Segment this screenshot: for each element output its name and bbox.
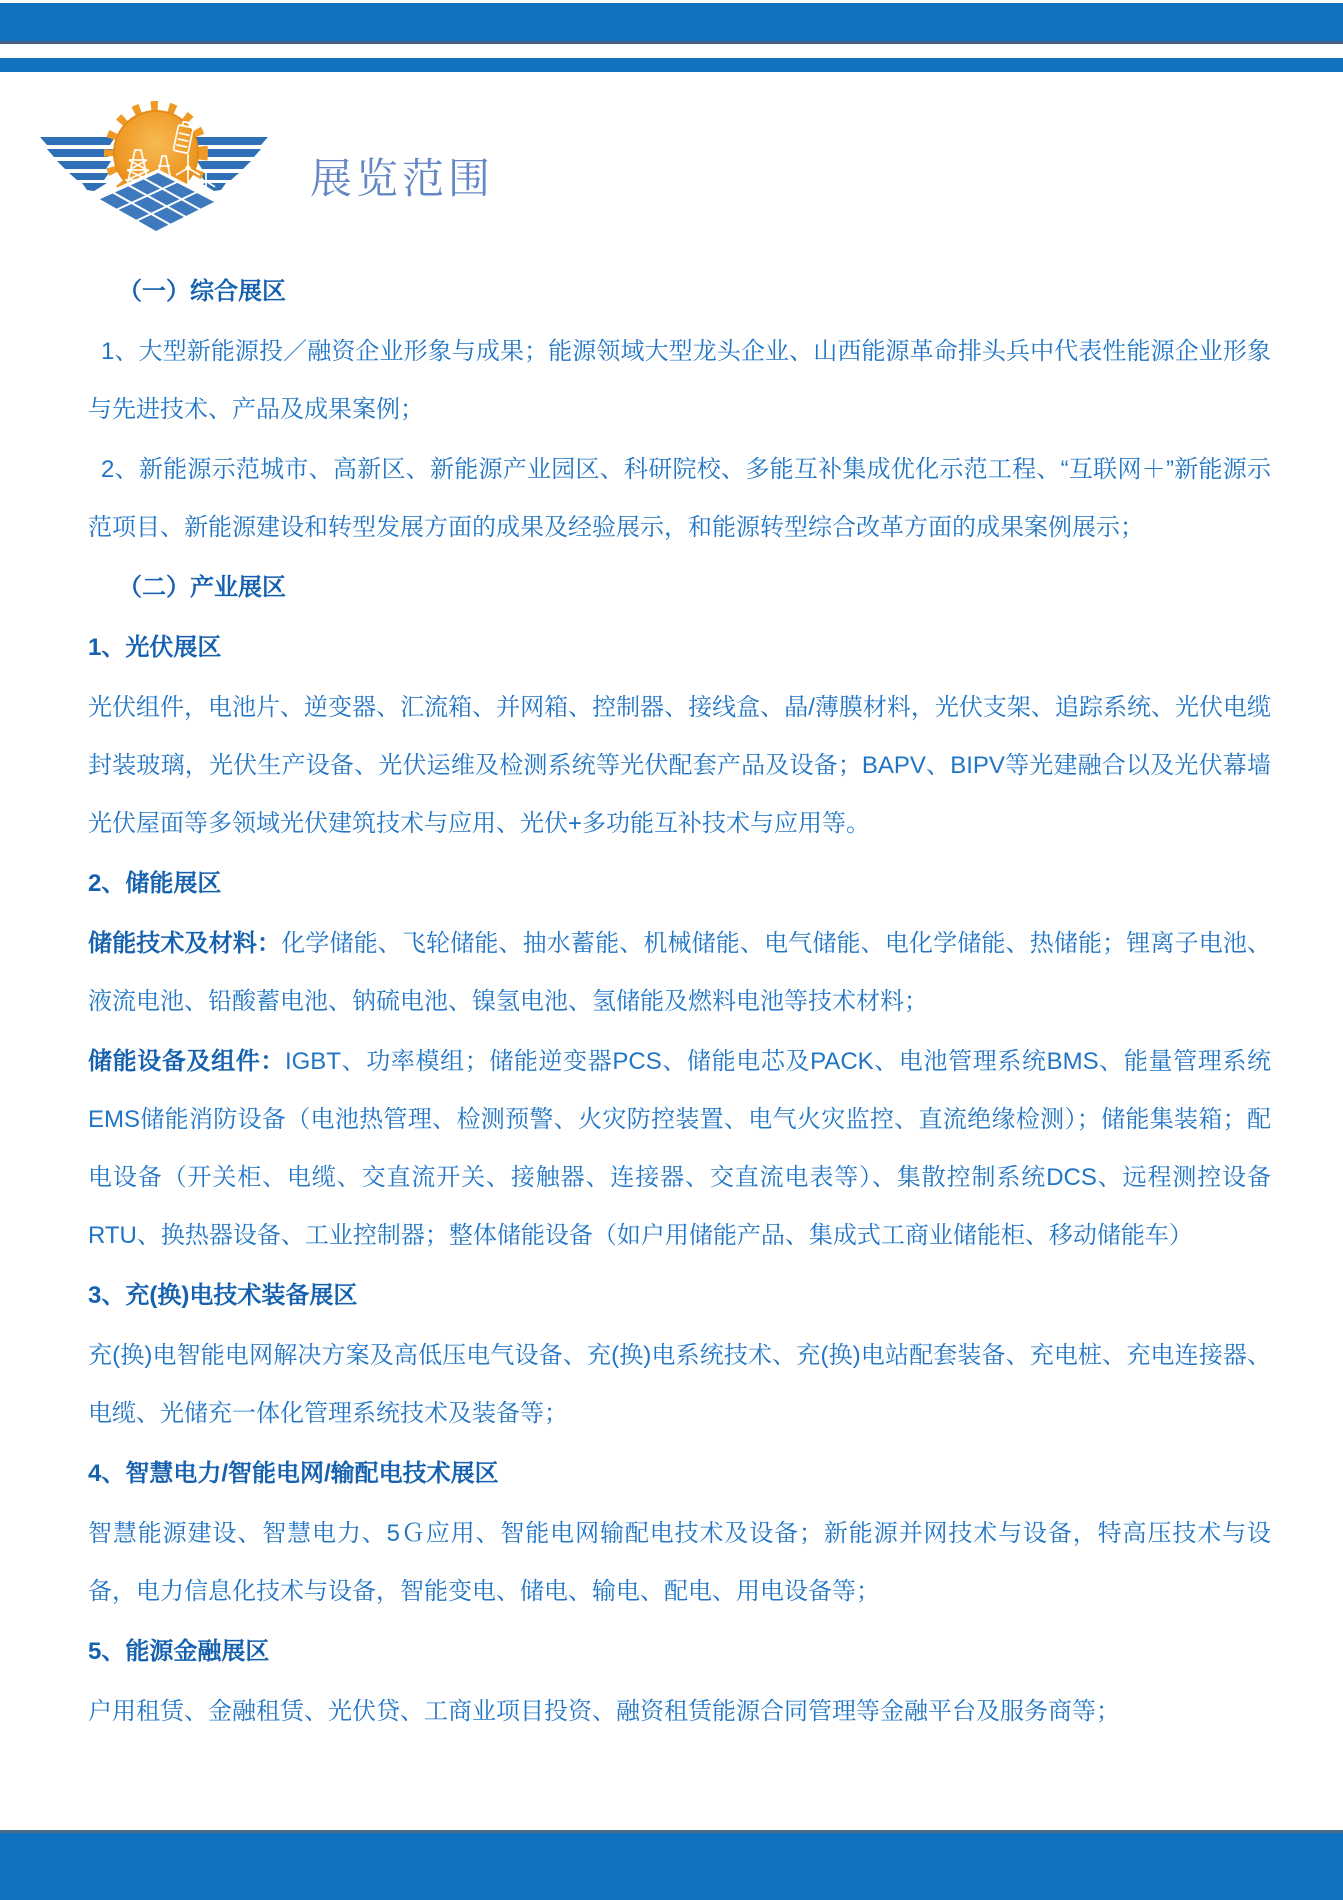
subsection-heading-finance: 5、能源金融展区 (88, 1638, 270, 1665)
expo-logo-graphic (38, 98, 270, 246)
solar-panel-icon (96, 171, 218, 233)
subsection-heading-charging: 3、充(换)电技术装备展区 (88, 1282, 358, 1309)
expo-logo (38, 98, 270, 246)
paragraph-storage-equipment-label: 储能设备及组件： (88, 1048, 285, 1075)
page-title: 展览范围 (310, 155, 495, 202)
section-heading-comprehensive: （一）综合展区 (118, 278, 286, 305)
wing-left-icon (40, 137, 115, 191)
paragraph-storage-materials: 储能技术及材料：化学储能、飞轮储能、抽水蓄能、机械储能、电气储能、电化学储能、热储能；锂离子电池、液流电池、铅酸蓄电池、钠硫电池、镍氢电池、氢储能及燃料电池等技术材料； (88, 930, 1272, 1015)
top-bar-thick (0, 3, 1343, 41)
paragraph-charging: 充(换)电智能电网解决方案及高低压电气设备、充(换)电系统技术、充(换)电站配套装备、充电桩、充电连接器、电缆、光储充一体化管理系统技术及装备等； (88, 1342, 1271, 1427)
content (88, 263, 1271, 1743)
paragraph-comprehensive-1: 1、大型新能源投／融资企业形象与成果；能源领域大型龙头企业、山西能源革命排头兵中代表性能源企业形象与先进技术、产品及成果案例； (88, 338, 1271, 423)
paragraph-storage-materials-label: 储能技术及材料： (88, 930, 282, 957)
paragraph-smart-grid: 智慧能源建设、智慧电力、5Ｇ应用、智能电网输配电技术及设备；新能源并网技术与设备，特高压技术与设备，电力信息化技术与设备，智能变电、储电、输电、配电、用电设备等； (88, 1520, 1271, 1605)
subsection-heading-pv: 1、光伏展区 (88, 634, 222, 661)
paragraph-comprehensive-2: 2、新能源示范城市、高新区、新能源产业园区、科研院校、多能互补集成优化示范工程、“互联网＋”新能源示范项目、新能源建设和转型发展方面的成果及经验展示，和能源转型综合改革方面的成果案例展示； (88, 456, 1271, 541)
section-heading-industry: （二）产业展区 (118, 574, 286, 601)
top-bar-thin (0, 58, 1343, 72)
paragraph-pv: 光伏组件，电池片、逆变器、汇流箱、并网箱、控制器、接线盒、晶/薄膜材料，光伏支架、追踪系统、光伏电缆封装玻璃，光伏生产设备、光伏运维及检测系统等光伏配套产品及设备；BAPV、BIPV等光建融合以及光伏幕墙光伏屋面等多领域光伏建筑技术与应用、光伏+多功能互补技术与应用等。 (88, 694, 1271, 837)
paragraph-finance: 户用租赁、金融租赁、光伏贷、工商业项目投资、融资租赁能源合同管理等金融平台及服务商等； (88, 1698, 1120, 1725)
bottom-bar-thick (0, 1833, 1343, 1900)
top-bar-dark-edge (0, 41, 1343, 44)
paragraph-storage-equipment: 储能设备及组件：IGBT、功率模组；储能逆变器PCS、储能电芯及PACK、电池管理系统BMS、能量管理系统EMS储能消防设备（电池热管理、检测预警、火灾防控装置、电气火灾监控、直流绝缘检测）；储能集装箱；配电设备（开关柜、电缆、交直流开关、接触器、连接器、交直流电表等）、集散控制系统DCS、远程测控设备RTU、换热器设备、工业控制器；整体储能设备（如户用储能产品、集成式工商业储能柜、移动储能车） (88, 1048, 1271, 1249)
subsection-heading-storage: 2、储能展区 (88, 870, 222, 897)
subsection-heading-smart-grid: 4、智慧电力/智能电网/输配电技术展区 (88, 1460, 499, 1487)
